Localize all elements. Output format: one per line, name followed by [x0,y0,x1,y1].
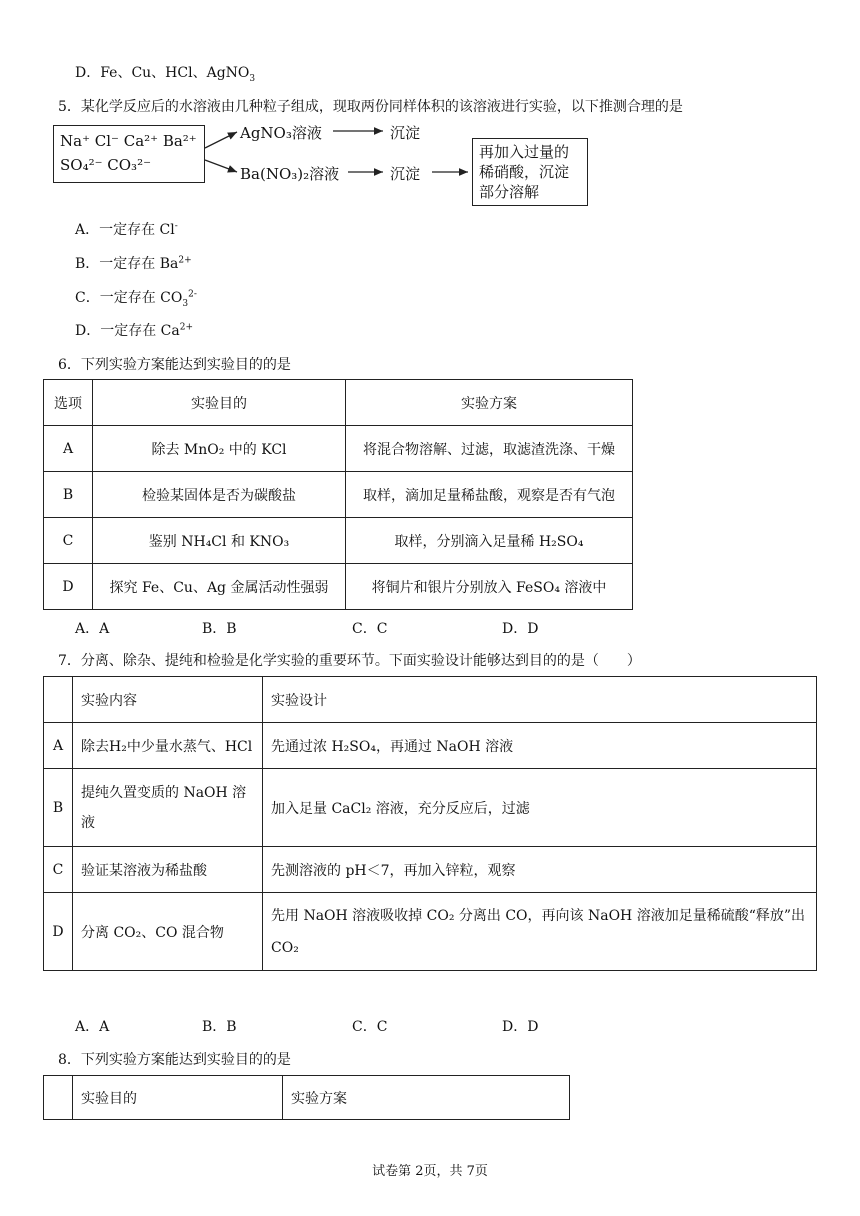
q6-table: 选项 实验目的 实验方案 A 除去 MnO₂ 中的 KCl 将混合物溶解、过滤，取滤渣洗涤、干燥 B 检验某固体是否为碳酸盐 取样，滴加足量稀盐酸，观察是否有气泡 C 鉴别 NH₄Cl 和 KNO₃ 取样，分别滴入足量稀 H₂SO₄ D 探究 Fe、Cu、Ag 金属活动性强弱 将铜片和银片分别放入 FeSO₄ 溶液中 [43,379,633,610]
ion-box-line1: Na⁺ Cl⁻ Ca²⁺ Ba²⁺ [60,132,197,150]
ion-box-line2: SO₄²⁻ CO₃²⁻ [60,156,152,174]
q6-stem: 6．下列实验方案能达到实验目的的是 [58,357,291,373]
arrow-to-reagent1 [205,132,237,148]
table-row: B 检验某固体是否为碳酸盐 取样，滴加足量稀盐酸，观察是否有气泡 [44,472,633,518]
q5-option-d: D．一定存在 $Ca^{2+}$ [75,322,194,339]
table-row: C 验证某溶液为稀盐酸 先测溶液的 pH＜7，再加入锌粒，观察 [44,847,817,893]
table-row: D 分离 CO₂、CO 混合物 先用 NaOH 溶液吸收掉 CO₂ 分离出 CO，再向该 NaOH 溶液加足量稀硫酸“释放”出 CO₂ [44,893,817,971]
q7-stem: 7．分离、除杂、提纯和检验是化学实验的重要环节。下面实验设计能够达到目的的是（ ） [58,653,641,669]
q8-stem: 8．下列实验方案能达到实验目的的是 [58,1052,291,1068]
ion-box [53,125,205,183]
q7-table: 实验内容 实验设计 A 除去H₂中少量水蒸气、HCl 先通过浓 H₂SO₄，再通过 NaOH 溶液 B 提纯久置变质的 NaOH 溶液 加入足量 CaCl₂ 溶液，充分反应后，过滤 C 验证某溶液为稀盐酸 先测溶液的 pH＜7，再加入锌粒，观察 D 分离 CO₂、CO 混合物 先用 NaOH 溶液吸收掉 CO₂ 分离出 CO，再向该 NaOH 溶液加足量稀硫酸“释放”出 CO₂ [43,676,817,971]
q8-table: 实验目的 实验方案 [43,1075,570,1120]
table-row: B 提纯久置变质的 NaOH 溶液 加入足量 CaCl₂ 溶液，充分反应后，过滤 [44,769,817,847]
table-row: A 除去H₂中少量水蒸气、HCl 先通过浓 H₂SO₄，再通过 NaOH 溶液 [44,723,817,769]
q5-option-b: B．一定存在 $Ba^{2+}$ [75,255,192,272]
q6-answers: A．A B．B C．C D．D [75,621,539,637]
table-row: D 探究 Fe、Cu、Ag 金属活动性强弱 将铜片和银片分别放入 FeSO₄ 溶液中 [44,564,633,610]
table-row: C 鉴别 NH₄Cl 和 KNO₃ 取样，分别滴入足量稀 H₂SO₄ [44,518,633,564]
final-box: 再加入过量的 稀硝酸，沉淀 部分溶解 [472,138,588,206]
arrow-to-reagent2 [205,160,237,172]
reagent2: Ba(NO₃)₂溶液 [240,165,340,183]
page-footer: 试卷第 2页，共 7页 [372,1164,488,1179]
q5-option-c: C．一定存在 $CO_3^{2-}$ [75,289,197,309]
table-row: A 除去 MnO₂ 中的 KCl 将混合物溶解、过滤，取滤渣洗涤、干燥 [44,426,633,472]
q5-stem: 5．某化学反应后的水溶液由几种粒子组成，现取两份同样体积的该溶液进行实验，以下推测合理的是 [58,99,683,115]
result1: 沉淀 [390,124,421,142]
q5-option-a: A．一定存在 Cl- [75,221,178,238]
q7-answers: A．A B．B C．C D．D [75,1019,539,1035]
result2: 沉淀 [390,165,421,183]
q4-option-d: D．Fe、Cu、HCl、AgNO$_3$ [75,65,256,84]
reagent1: AgNO₃溶液 [240,124,322,142]
